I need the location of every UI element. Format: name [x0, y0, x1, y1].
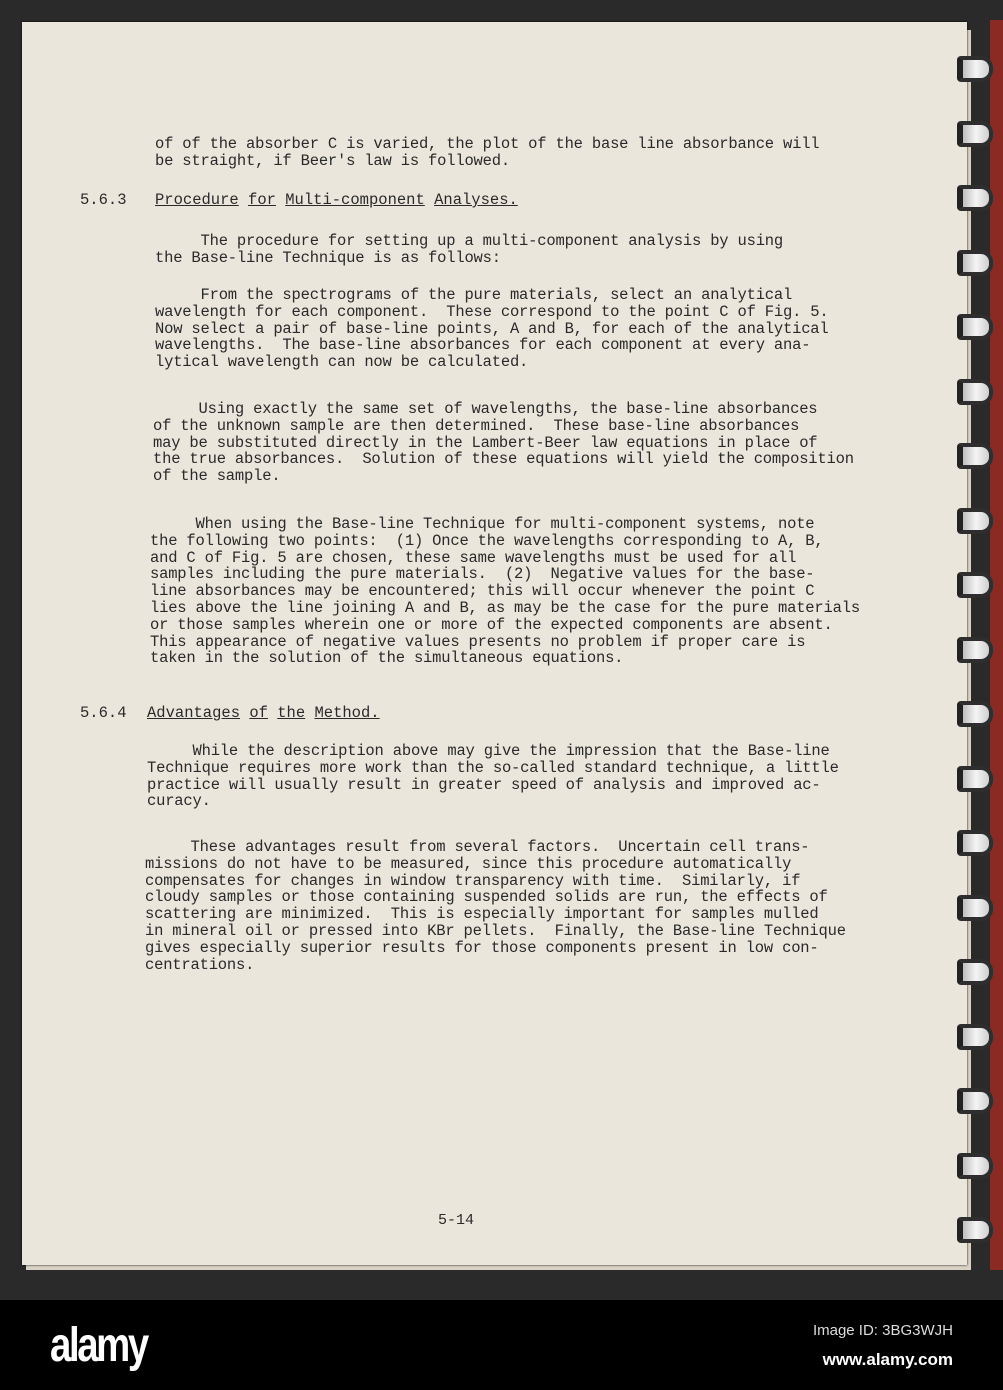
binding-ring	[957, 959, 993, 985]
watermark-site: www.alamy.com	[822, 1350, 953, 1369]
binding-ring	[957, 830, 993, 856]
title-word: Advantages	[147, 704, 241, 722]
binding-ring	[957, 1217, 993, 1243]
binding-ring	[957, 766, 993, 792]
paragraph-continuation: of of the absorber C is varied, the plot of the base line absorbance will be straight, if Beer's law is followed.	[155, 135, 820, 170]
title-word: Procedure	[155, 191, 239, 209]
title-word: the	[277, 704, 306, 722]
binding-ring	[957, 250, 993, 276]
paragraph-spectrograms: From the spectrograms of the pure materials, select an analytical wavelength for each component. These correspond to the point C of Fig. 5. Now select a pair of base-line points, A and B, for each of the analytical wavelengths. The base-line absorbances for each component at every ana- lytical wavelength can now be calculated.	[155, 286, 829, 372]
title-word: Method.	[314, 704, 380, 722]
paragraph-advantages-factors: These advantages result from several factors. Uncertain cell trans- missions do not have to be measured, since this procedure automatically compensates for changes in window transparency with time. Similarly, if cloudy samples or those containing suspended solids are run, the effects of scattering are minimized. This is especially important for samples mulled in mineral oil or pressed into KBr pellets. Finally, the Base-line Technique gives especially superior results for those components present in low con- centrations.	[145, 838, 846, 974]
binding-ring	[957, 443, 993, 469]
binding-ring	[957, 895, 993, 921]
watermark-footer	[0, 1300, 1003, 1390]
binding-ring	[957, 572, 993, 598]
alamy-logo: alamy	[50, 1319, 147, 1372]
binding-ring	[957, 1153, 993, 1179]
section-title-5-6-4	[147, 704, 380, 722]
binding-ring	[957, 314, 993, 340]
paragraph-unknown-sample: Using exactly the same set of wavelengths, the base-line absorbances of the unknown sample are then determined. These base-line absorbances may be substituted directly in the Lambert-Beer law equations in place of the true absorbances. Solution of these equations will yield the composition of the sample.	[153, 400, 854, 486]
section-title-5-6-3	[155, 191, 518, 209]
title-word: of	[249, 704, 268, 722]
title-word: for	[248, 191, 276, 209]
paragraph-advantages-intro: While the description above may give the impression that the Base-line Technique requires more work than the so-called standard technique, a little practice will usually result in greater speed of analysis and improved ac- curacy.	[147, 742, 839, 811]
binding-ring	[957, 185, 993, 211]
paragraph-two-points: When using the Base-line Technique for multi-component systems, note the following two points: (1) Once the wavelengths corresponding to A, B, and C of Fig. 5 are chosen, these same wavelengths must be used for all samples including the pure materials. (2) Negative values for the base- line absorbances may be encountered; this will occur whenever the point C lies above the line joining A and B, as may be the case for the pure materials or those samples wherein one or more of the expected components are absent. This appearance of negative values presents no problem if proper care is taken in the solution of the simultaneous equations.	[150, 515, 860, 668]
section-number-5-6-3: 5.6.3	[80, 191, 127, 209]
binding-ring	[957, 637, 993, 663]
binding-ring	[957, 121, 993, 147]
binding-ring	[957, 1088, 993, 1114]
binding-ring	[957, 379, 993, 405]
binding-ring	[957, 508, 993, 534]
page-number: 5-14	[438, 1212, 475, 1229]
binding-ring	[957, 1024, 993, 1050]
paragraph-procedure-intro: The procedure for setting up a multi-component analysis by using the Base-line Technique is as follows:	[155, 232, 784, 267]
binding-ring	[957, 56, 993, 82]
section-number-5-6-4: 5.6.4	[80, 704, 127, 722]
title-word: Analyses.	[434, 191, 518, 209]
image-id: Image ID: 3BG3WJH	[812, 1322, 953, 1339]
title-word: Multi-component	[285, 191, 425, 209]
binding-ring	[957, 701, 993, 727]
